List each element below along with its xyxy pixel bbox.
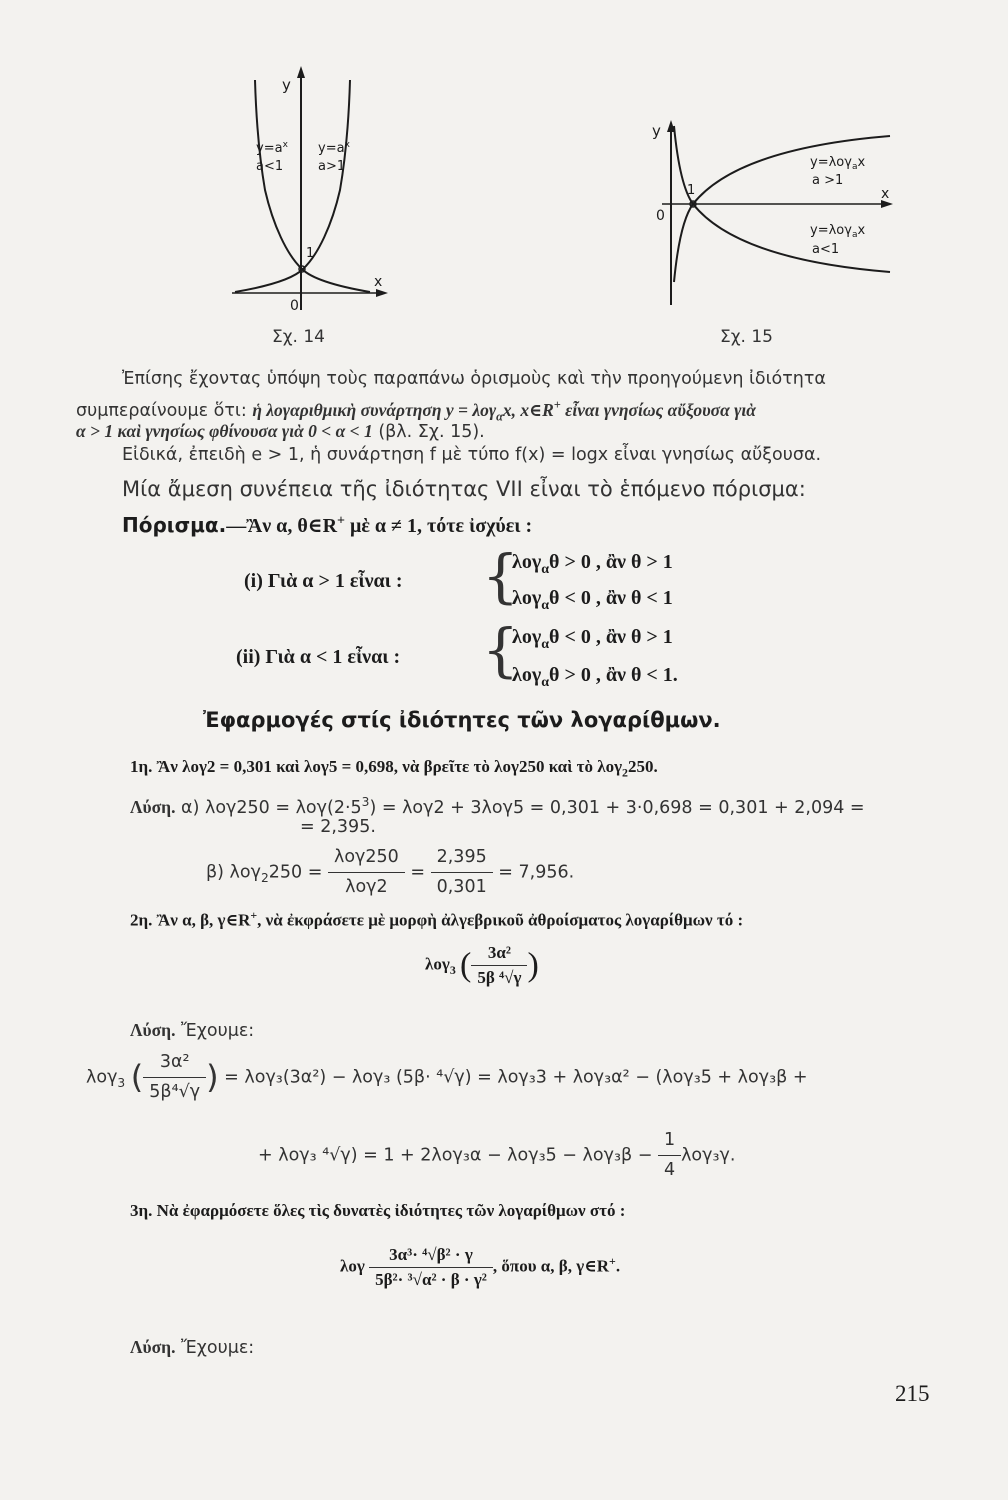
fig14-right-label: $y=a^x$ — [318, 140, 350, 156]
figure-15 — [640, 110, 900, 310]
exercise-2-equation-2: + λογ₃ ⁴√γ) = 1 + 2λογ₃α − λογ₃5 − λογ₃β − $\frac{1}{4}$ λογ₃γ. — [258, 1128, 735, 1183]
fig15-upper-label: y=λογ$_a$x — [810, 155, 866, 172]
fig15-point-label: 1 — [687, 183, 696, 198]
fig14-origin-label: 0 — [290, 298, 299, 314]
fig14-point-label: 1 — [306, 246, 315, 261]
fig14-right-condition: a>1 — [318, 159, 346, 174]
section-title: Ἐφαρμογές στίς ἰδιότητες τῶν λογαρίθμων. — [203, 708, 721, 732]
fig14-left-condition: a<1 — [256, 159, 284, 174]
paragraph-1-line-2-a: συμπεραίνουμε ὅτι: — [76, 400, 253, 421]
exercise-1-fraction-2: $\frac{2,395}{0,301}$ — [431, 845, 493, 900]
exercise-3-solution: Λύση. Ἔχουμε: — [130, 1337, 255, 1358]
case-2-row-2: λογ$_\alpha$θ > 0 , ἂν θ < 1. — [512, 664, 678, 690]
exercise-2-quarter-fraction: $\frac{1}{4}$ — [658, 1128, 681, 1183]
exercise-1-solution-a: Λύση. α) $\lambda o\gamma 250 = \lambda o\gamma(2\cdot 5^3) = \lambda o\gamma 2 + 3\lambda o\gamma 5 = 0,301 + 3\cdot 0,698 = 0,301 + 2,094$ = — [130, 795, 865, 818]
porisma-text: —Ἂν α, θ∈R+ μὲ α ≠ 1, τότε ἰσχύει : — [226, 513, 533, 537]
exercise-1-solution-label: Λύση. — [130, 796, 176, 817]
exercise-1-statement: 1η. Ἂν λογ2 = 0,301 καὶ λογ5 = 0,698, νὰ βρεῖτε τὸ λογ250 καὶ τὸ λογ$_2$250. — [130, 757, 658, 780]
fig14-y-arrow — [297, 66, 305, 78]
exercise-1-solution-a-cont: = 2,395. — [300, 817, 376, 837]
porisma-title: Πόρισμα. — [122, 513, 227, 537]
exercise-2-solution: Λύση. Ἔχουμε: — [130, 1020, 255, 1041]
paragraph-1-ref: (βλ. Σχ. 15). — [372, 422, 485, 442]
exercise-2-expression: λογ$_3$ ( $\frac{\text{3α²}}{\text{5β ⁴√γ}}$ ) — [425, 943, 539, 987]
fig14-x-arrow — [376, 289, 388, 297]
fig15-x-label: x — [881, 186, 890, 202]
paragraph-3: Μία ἄμεση συνέπεια τῆς ἰδιότητας VII εἶναι τὸ ἑπόμενο πόρισμα: — [122, 477, 806, 501]
exercise-2-lhs-fraction: $\frac{\text{3α²}}{\text{5β⁴√γ}}$ — [143, 1050, 206, 1105]
page-number: 215 — [895, 1381, 930, 1406]
fig14-y-label: y — [282, 76, 291, 94]
exercise-3-statement: 3η. Νὰ ἐφαρμόσετε ὅλες τὶς δυνατὲς ἰδιότητες τῶν λογαρίθμων στό : — [130, 1201, 626, 1220]
fig15-y-label: y — [652, 122, 661, 140]
fig14-left-label: $y=a^x$ — [256, 140, 288, 156]
paragraph-1-statement: ἡ λογαριθμικὴ συνάρτηση y = λογ$_\alpha$x, x∈R+ εἶναι γνησίως αὔξουσα γιὰ — [252, 398, 756, 424]
porisma-line — [122, 513, 532, 538]
case-2-row-1: λογ$_\alpha$θ < 0 , ἂν θ > 1 — [512, 626, 673, 652]
fig15-lower-condition: a<1 — [812, 242, 840, 257]
paragraph-2: Εἰδικά, ἐπειδὴ e > 1, ἡ συνάρτηση f μὲ τύπο f(x) = logx εἶναι γνησίως αὔξουσα. — [122, 445, 822, 465]
exercise-2-equation-1: λογ$_3$ ( $\frac{\text{3α²}}{\text{5β⁴√γ}}$ ) = λογ₃(3α²) − λογ₃ (5β· ⁴√γ) = λογ₃3 + λογ₃α² − (λογ₃5 + λογ₃β + — [86, 1050, 807, 1105]
exercise-2-statement: 2η. Ἂν α, β, γ∈R+, νὰ ἐκφράσετε μὲ μορφὴ ἀλγεβρικοῦ ἀθροίσματος λογαρίθμων τό : — [130, 908, 744, 930]
fig14-curve-a-greater-1 — [235, 80, 350, 292]
fig15-origin-label: 0 — [656, 208, 665, 224]
paragraph-1-statement-cont: α > 1 καὶ γνησίως φθίνουσα γιὰ 0 < α < 1 — [76, 421, 373, 441]
paragraph-1-line-3 — [76, 419, 485, 445]
fig15-caption: Σχ. 15 — [720, 327, 774, 347]
figure-14 — [210, 60, 410, 320]
fig14-x-label: x — [374, 274, 383, 290]
exercise-2-fraction: $\frac{\text{3α²}}{\text{5β ⁴√γ}}$ — [471, 943, 527, 988]
case-2-brace: { — [482, 616, 519, 684]
fig15-upper-condition: a >1 — [812, 173, 844, 188]
case-1-row-1: λογ$_\alpha$θ > 0 , ἂν θ > 1 — [512, 551, 673, 577]
case-2-label: (ii) Γιὰ α < 1 εἶναι : — [236, 646, 401, 668]
paragraph-1-line-1: Ἐπίσης ἔχοντας ὑπόψη τοὺς παραπάνω ὁρισμοὺς καὶ τὴν προηγούμενη ἰδιότητα — [122, 369, 826, 389]
case-1-label: (i) Γιὰ α > 1 εἶναι : — [244, 570, 403, 592]
exercise-3-expression: λογ $\frac{\text{3α³· ⁴√β² · γ}}{\text{5β²· ³√α² · β · γ²}}$ , ὅπου α, β, γ∈R+. — [340, 1245, 621, 1289]
exercise-3-fraction: $\frac{\text{3α³· ⁴√β² · γ}}{\text{5β²· ³√α² · β · γ²}}$ — [369, 1245, 493, 1290]
case-1-brace: { — [482, 542, 519, 610]
fig15-curve-log-a-less-1 — [674, 126, 890, 272]
fig14-caption: Σχ. 14 — [272, 327, 326, 347]
fig15-lower-label: y=λογ$_a$x — [810, 223, 866, 240]
exercise-2-solution-label: Λύση. — [130, 1020, 176, 1040]
exercise-1-solution-b: β) λογ$_2$250 = $\frac{\text{λογ250}}{\text{λογ2}}$ = $\frac{2,395}{0,301}$ = 7,956. — [206, 845, 574, 900]
exercise-3-solution-label: Λύση. — [130, 1337, 176, 1357]
case-1-row-2: λογ$_\alpha$θ < 0 , ἂν θ < 1 — [512, 587, 673, 613]
exercise-1-fraction-1: $\frac{\text{λογ250}}{\text{λογ2}}$ — [328, 845, 405, 900]
